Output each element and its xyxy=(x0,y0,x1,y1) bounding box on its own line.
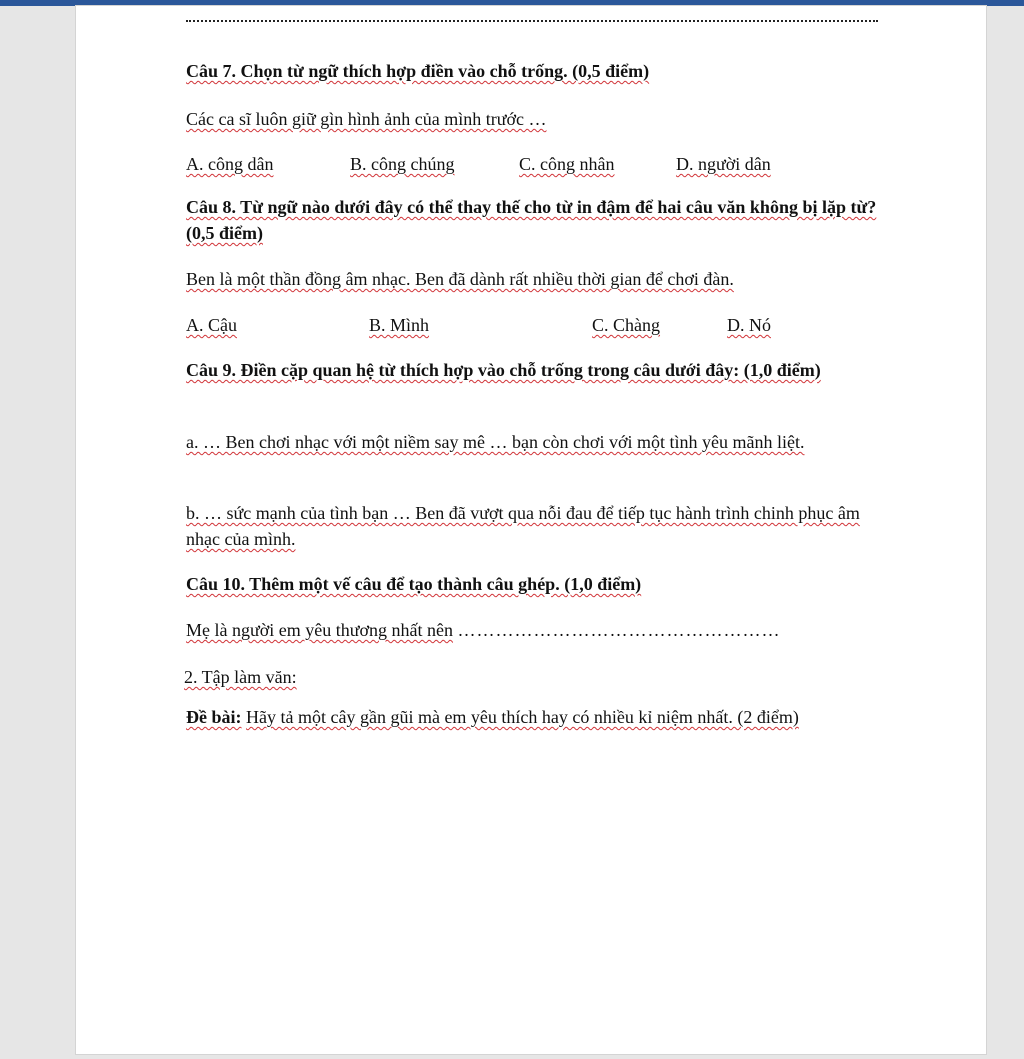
question-9-item-a: a. … Ben chơi nhạc với một niềm say mê … bạn còn chơi với một tình yêu mãnh liệt. xyxy=(186,432,805,452)
question-9-title: Câu 9. Điền cặp quan hệ từ thích hợp vào chỗ trống trong câu dưới đây: (1,0 điểm) xyxy=(186,360,821,380)
writing-prompt-label: Đề bài: xyxy=(186,707,242,727)
writing-prompt xyxy=(186,704,881,730)
question-7-sentence: Các ca sĩ luôn giữ gìn hình ảnh của mình trước … xyxy=(186,109,547,129)
question-7-options xyxy=(186,151,881,177)
question-10-sentence: Mẹ là người em yêu thương nhất nên xyxy=(186,620,453,640)
question-7-option-c: C. công nhân xyxy=(519,154,615,174)
question-10-line xyxy=(186,617,881,643)
question-7-option-a: A. công dân xyxy=(186,154,274,174)
question-9-item-b: b. … sức mạnh của tình bạn … Ben đã vượt qua nỗi đau để tiếp tục hành trình chinh phục âm nhạc của mình. xyxy=(186,503,860,549)
question-8-options xyxy=(186,312,881,338)
question-8-option-c: C. Chàng xyxy=(592,315,661,335)
dotted-answer-line xyxy=(186,20,878,22)
question-7-option-b: B. công chúng xyxy=(350,154,455,174)
writing-section-heading: 2. Tập làm văn: xyxy=(184,667,297,687)
question-8-option-d: D. Nó xyxy=(727,315,771,335)
writing-prompt-text: Hãy tả một cây gần gũi mà em yêu thích hay có nhiều kỉ niệm nhất. (2 điểm) xyxy=(246,707,799,727)
question-8-sentence: Ben là một thần đồng âm nhạc. Ben đã dành rất nhiều thời gian để chơi đàn. xyxy=(186,269,734,289)
question-7-title: Câu 7. Chọn từ ngữ thích hợp điền vào chỗ trống. (0,5 điểm) xyxy=(186,61,650,81)
question-7-option-d: D. người dân xyxy=(676,154,771,174)
question-10-title: Câu 10. Thêm một vế câu để tạo thành câu ghép. (1,0 điểm) xyxy=(186,574,642,594)
question-10-answer-blank: …………………………………………… xyxy=(457,620,781,640)
question-8-option-b: B. Mình xyxy=(369,315,430,335)
question-8-title: Câu 8. Từ ngữ nào dưới đây có thể thay thế cho từ in đậm để hai câu văn không bị lặp từ? (0,5 điểm) xyxy=(186,197,877,243)
question-8-option-a: A. Cậu xyxy=(186,315,237,335)
document-page[interactable] xyxy=(76,6,986,1054)
